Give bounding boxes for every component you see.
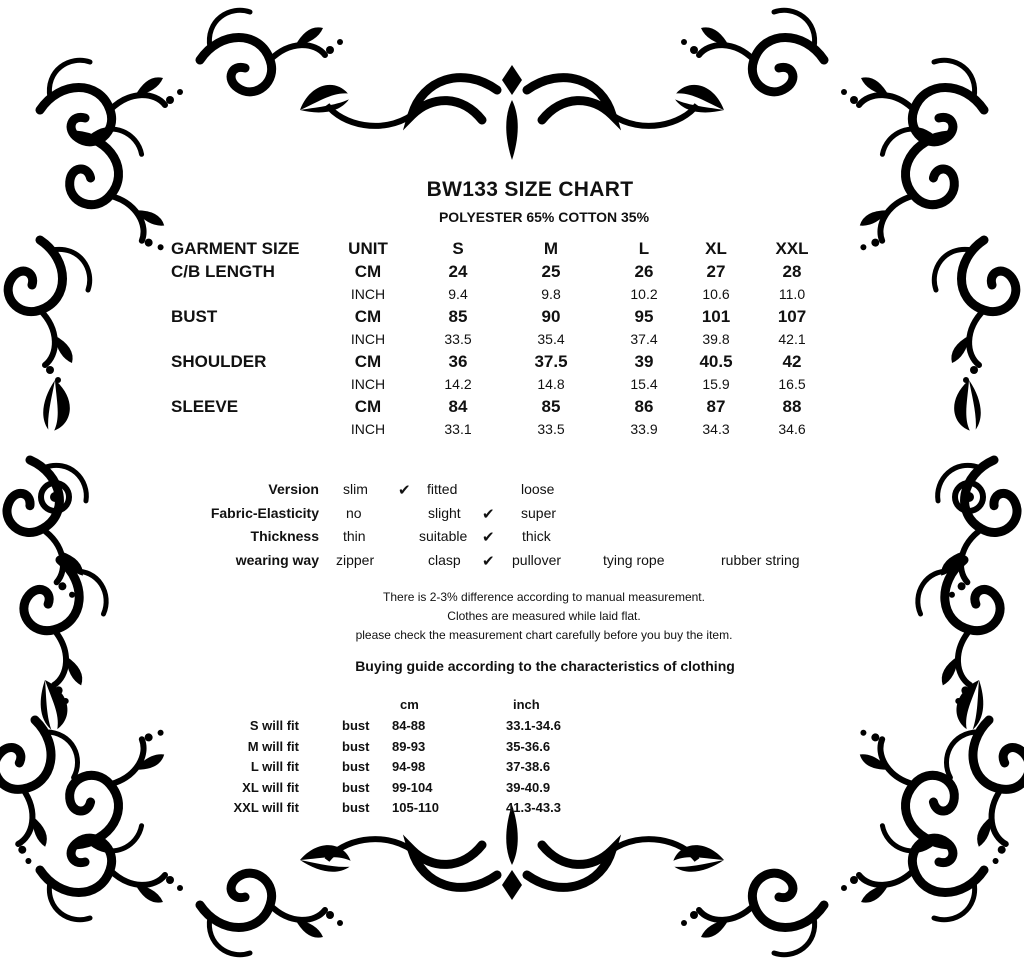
cell-shoulder-inch-xl: 15.9 [702, 376, 730, 392]
guide-label-l: L will fit [250, 759, 299, 774]
cell-bust-inch-xl: 39.8 [702, 331, 730, 347]
buying-guide-title: Buying guide according to the characteristics of clothing [355, 658, 735, 674]
row-label-sleeve: SLEEVE [171, 397, 239, 416]
cell-bust-cm-xxl: 107 [777, 307, 807, 326]
attribute-option-loose: loose [521, 481, 555, 497]
guide-label-m: M will fit [247, 738, 299, 754]
attribute-option-slight: slight [428, 505, 461, 521]
unit-inch: INCH [350, 331, 386, 347]
size-header-m: M [543, 239, 559, 258]
cell-c-b-length-cm-m: 25 [541, 262, 561, 281]
unit-cm: CM [354, 307, 382, 326]
size-header-l: L [638, 239, 650, 258]
guide-label-s: S will fit [249, 718, 299, 733]
unit-column-header: UNIT [348, 239, 388, 258]
check-icon: ✔ [398, 482, 411, 499]
cell-shoulder-inch-l: 15.4 [630, 376, 658, 392]
cell-c-b-length-cm-xxl: 28 [782, 262, 802, 281]
cell-c-b-length-cm-s: 24 [448, 262, 468, 281]
cell-sleeve-inch-xl: 34.3 [702, 421, 730, 437]
cell-bust-cm-l: 95 [634, 307, 654, 326]
cell-sleeve-inch-m: 33.5 [537, 421, 565, 437]
attribute-option-thin: thin [343, 528, 366, 544]
note-measurement-difference: There is 2-3% difference according to manual measurement. [383, 590, 705, 604]
attribute-option-clasp: clasp [428, 552, 461, 568]
attribute-option-zipper: zipper [336, 552, 375, 568]
unit-inch: INCH [350, 376, 386, 392]
cell-shoulder-inch-xxl: 16.5 [778, 376, 806, 392]
cell-bust-inch-s: 33.5 [444, 331, 472, 347]
size-header-s: S [452, 239, 464, 258]
cell-sleeve-inch-l: 33.9 [630, 421, 658, 437]
size-header-xxl: XXL [775, 239, 809, 258]
cell-shoulder-inch-s: 14.2 [444, 376, 472, 392]
guide-measure-l: bust [342, 759, 370, 774]
guide-inch-m: 35-36.6 [506, 738, 551, 754]
attribute-option-slim: slim [343, 481, 368, 497]
cell-shoulder-cm-m: 37.5 [534, 352, 568, 371]
cell-c-b-length-inch-m: 9.8 [541, 286, 561, 302]
guide-inch-s: 33.1-34.6 [506, 718, 561, 733]
row-label-bust: BUST [171, 307, 218, 326]
cell-sleeve-cm-s: 84 [448, 397, 468, 416]
cell-c-b-length-inch-xxl: 11.0 [778, 286, 806, 302]
guide-inch-xl: 39-40.9 [506, 779, 551, 795]
buying-guide-inch-header: inch [513, 697, 540, 712]
note-laid-flat: Clothes are measured while laid flat. [447, 609, 641, 623]
guide-cm-m: 89-93 [392, 738, 426, 754]
attribute-option-thick: thick [522, 528, 551, 544]
guide-cm-s: 84-88 [392, 718, 426, 733]
cell-sleeve-cm-m: 85 [541, 397, 561, 416]
note-check-chart: please check the measurement chart carefully before you buy the item. [355, 628, 733, 642]
label-column-header: GARMENT SIZE [171, 239, 300, 258]
buying-guide-cm-header: cm [400, 697, 419, 712]
guide-label-xl: XL will fit [242, 779, 299, 795]
guide-inch-l: 37-38.6 [506, 759, 551, 774]
guide-measure-s: bust [342, 718, 370, 733]
row-label-c-b-length: C/B LENGTH [171, 262, 275, 281]
attribute-option-rubber-string: rubber string [721, 552, 800, 568]
cell-c-b-length-cm-xl: 27 [706, 262, 726, 281]
cell-bust-inch-l: 37.4 [630, 331, 658, 347]
attribute-label-version: Version [268, 481, 319, 497]
cell-sleeve-inch-s: 33.1 [444, 421, 472, 437]
attribute-label-wearing-way: wearing way [235, 552, 319, 568]
cell-c-b-length-inch-xl: 10.6 [702, 286, 730, 302]
cell-sleeve-cm-l: 86 [634, 397, 654, 416]
check-icon: ✔ [482, 529, 495, 546]
attribute-option-tying-rope: tying rope [603, 552, 665, 568]
unit-cm: CM [354, 397, 382, 416]
attribute-option-suitable: suitable [419, 528, 468, 544]
check-icon: ✔ [482, 553, 495, 570]
attribute-option-pullover: pullover [512, 552, 562, 568]
cell-shoulder-inch-m: 14.8 [537, 376, 565, 392]
attribute-option-no: no [346, 505, 362, 521]
attribute-option-super: super [521, 505, 557, 521]
cell-shoulder-cm-l: 39 [634, 352, 654, 371]
unit-cm: CM [354, 352, 382, 371]
cell-c-b-length-cm-l: 26 [634, 262, 654, 281]
guide-measure-xxl: bust [342, 800, 370, 815]
unit-inch: INCH [350, 421, 386, 437]
chart-title: BW133 SIZE CHART [426, 178, 634, 201]
cell-bust-cm-xl: 101 [701, 307, 731, 326]
cell-c-b-length-inch-l: 10.2 [630, 286, 658, 302]
size-header-xl: XL [705, 239, 727, 258]
cell-shoulder-cm-s: 36 [448, 352, 468, 371]
guide-inch-xxl: 41.3-43.3 [506, 800, 561, 815]
guide-label-xxl: XXL will fit [233, 800, 299, 815]
cell-bust-cm-s: 85 [448, 307, 468, 326]
cell-sleeve-cm-xxl: 88 [782, 397, 802, 416]
guide-cm-xxl: 105-110 [392, 800, 439, 815]
cell-shoulder-cm-xxl: 42 [782, 352, 802, 371]
unit-inch: INCH [350, 286, 386, 302]
attribute-option-fitted: fitted [427, 481, 458, 497]
unit-cm: CM [354, 262, 382, 281]
cell-shoulder-cm-xl: 40.5 [699, 352, 733, 371]
check-icon: ✔ [482, 506, 495, 523]
cell-bust-inch-xxl: 42.1 [778, 331, 806, 347]
cell-bust-inch-m: 35.4 [537, 331, 565, 347]
attribute-label-fabric-elasticity: Fabric-Elasticity [210, 505, 319, 521]
cell-sleeve-cm-xl: 87 [706, 397, 726, 416]
cell-bust-cm-m: 90 [541, 307, 561, 326]
attribute-label-thickness: Thickness [250, 528, 319, 544]
row-label-shoulder: SHOULDER [171, 352, 267, 371]
cell-sleeve-inch-xxl: 34.6 [778, 421, 806, 437]
guide-cm-l: 94-98 [392, 759, 426, 774]
guide-cm-xl: 99-104 [392, 779, 433, 795]
guide-measure-xl: bust [342, 779, 370, 795]
guide-measure-m: bust [342, 738, 370, 754]
material-subtitle: POLYESTER 65% COTTON 35% [438, 209, 650, 225]
cell-c-b-length-inch-s: 9.4 [448, 286, 468, 302]
